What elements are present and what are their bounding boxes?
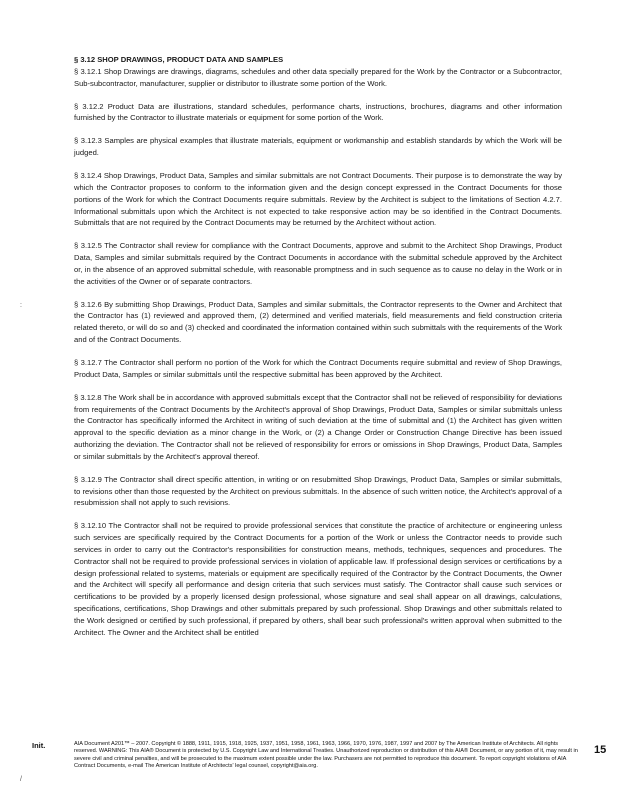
page-number: 15 <box>594 744 607 756</box>
paragraph-3-12-3: § 3.12.3 Samples are physical examples that illustrate materials, equipment or workmanship and establish standards by which the Work will be judged. <box>74 136 562 158</box>
paragraph-3-12-9: § 3.12.9 The Contractor shall direct specific attention, in writing or on resubmitted Shop Drawings, Product Data, Samples or similar submittals, to revisions other than those requested by the Architect on previous submittals. In the absence of such written notice, the Architect's approval of a resubmission shall not apply to such revisions. <box>74 474 562 508</box>
paragraph-3-12-4: § 3.12.4 Shop Drawings, Product Data, Samples and similar submittals are not Contract Documents. Their purpose is to demonstrate the way by which the Contractor proposes to conform to the information given and the design concept expressed in the Contract Documents for those portions of the Work for which the Contract Documents require submittals. Review by the Architect is subject to the limitations of Section 4.2.7. Informational submittals upon which the Architect is not expected to take responsive action may be so identified in the Contract Documents. Submittals that are not required by the Contract Documents may be returned by the Architect without action. <box>74 171 562 228</box>
paragraph-3-12-1: § 3.12.1 Shop Drawings are drawings, diagrams, schedules and other data specially prepared for the Work by the Contractor or a Subcontractor, Sub-subcontractor, manufacturer, supplier or distributor to illustrate some portion of the Work. <box>74 66 562 88</box>
paragraph-3-12-7: § 3.12.7 The Contractor shall perform no portion of the Work for which the Contract Documents require submittal and review of Shop Drawings, Product Data, Samples or similar submittals until the respective submittal has been approved by the Architect. <box>74 358 562 379</box>
section-heading: § 3.12 SHOP DRAWINGS, PRODUCT DATA AND SAMPLES <box>74 55 284 64</box>
copyright-footer: AIA Document A201™ – 2007. Copyright © 1888, 1911, 1915, 1918, 1925, 1937, 1951, 1958, 1961, 1963, 1966, 1970, 1976, 1987, 1997 and 2007 by The American Institute of Architects. All rights reserved. WARNING: This AIA® Document is protected by U.S. Copyright Law and International Treaties. Unauthorized reproduction or distribution of this AIA® Document, or any portion of it, may result in severe civil and criminal penalties, and will be prosecuted to the maximum extent possible under the law. Purchasers are not permitted to reproduce this document. To report copyright violations of AIA Contract Documents, e-mail The American Institute of Architects' legal counsel, copyright@aia.org. <box>74 741 578 770</box>
section-body <box>74 54 562 650</box>
paragraph-3-12-10: § 3.12.10 The Contractor shall not be required to provide professional services that constitute the practice of architecture or engineering unless such services are specifically required by the Contract Documents for a portion of the Work or unless the Contractor needs to provide such services in order to carry out the Contractor's responsibilities for construction means, methods, techniques, sequences and procedures. The Contractor shall not be required to provide professional services in violation of applicable law. If professional design services or certifications by a design professional related to systems, materials or equipment are specifically required of the Contractor by the Contract Documents, the Owner and the Architect will specify all performance and design criteria that such services must satisfy. The Contractor shall cause such services or certifications to be provided by a properly licensed design professional, whose signature and seal shall appear on all drawings, calculations, specifications, certifications, Shop Drawings and other submittals prepared by such professional. Shop Drawings and other submittals related to the Work designed or certified by such professional, if prepared by others, shall bear such professional's written approval when submitted to the Architect. The Owner and the Architect shall be entitled <box>74 521 562 637</box>
paragraph-3-12-8: § 3.12.8 The Work shall be in accordance with approved submittals except that the Contractor shall not be relieved of responsibility for deviations from requirements of the Contract Documents by the Architect's approval of Shop Drawings, Product Data, Samples or similar submittals unless the Contractor has specifically informed the Architect in writing of such deviation at the time of submittal and (1) the Architect has given written approval to the specific deviation as a minor change in the Work, or (2) a Change Order or Construction Change Directive has been issued authorizing the deviation. The Contractor shall not be relieved of responsibility for errors or omissions in Shop Drawings, Product Data, Samples or similar submittals by the Architect's approval thereof. <box>74 392 562 461</box>
margin-mark: : <box>20 302 22 309</box>
paragraph-3-12-2: § 3.12.2 Product Data are illustrations, standard schedules, performance charts, instructions, brochures, diagrams and other information furnished by the Contractor to illustrate materials or equipment for some portion of the Work. <box>74 101 562 123</box>
initials-label: Init. <box>32 741 46 750</box>
paragraph-3-12-5: § 3.12.5 The Contractor shall review for compliance with the Contract Documents, approve and submit to the Architect Shop Drawings, Product Data, Samples and similar submittals required by the Contract Documents in accordance with the submittal schedule approved by the Architect or, in the absence of an approved submittal schedule, with reasonable promptness and in such sequence as to cause no delay in the Work or in the activities of the Owner or of separate contractors. <box>74 241 562 286</box>
margin-mark: / <box>20 776 22 783</box>
paragraph-3-12-6: § 3.12.6 By submitting Shop Drawings, Product Data, Samples and similar submittals, the Contractor represents to the Owner and Architect that the Contractor has (1) reviewed and approved them, (2) determined and verified materials, field measurements and field construction criteria related thereto, or will do so and (3) checked and coordinated the information contained within such submittals with the requirements of the Work and of the Contract Documents. <box>74 299 562 345</box>
